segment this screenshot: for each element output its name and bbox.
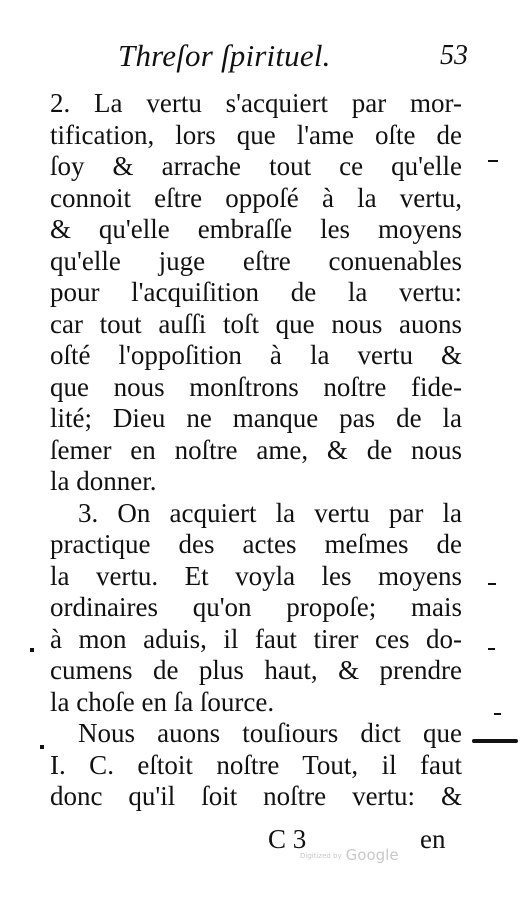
margin-ink-mark bbox=[472, 739, 518, 743]
text-line: ſoy & arrache tout ce qu'elle bbox=[50, 151, 462, 181]
watermark-brand: Google bbox=[345, 846, 399, 864]
text-line: donc qu'il ſoit noſtre vertu: & bbox=[50, 781, 462, 811]
text-line: à mon aduis, il faut tirer ces do- bbox=[50, 623, 462, 654]
margin-ink-mark bbox=[488, 648, 495, 650]
page-header bbox=[118, 38, 478, 78]
body-text bbox=[50, 88, 462, 813]
running-title: Threſor ſpirituel. bbox=[118, 38, 331, 73]
page-number: 53 bbox=[440, 40, 468, 71]
digitization-watermark bbox=[300, 846, 399, 864]
text-line: Nous auons touſiours dict que bbox=[78, 718, 462, 748]
text-line: que nous monſtrons noſtre fide- bbox=[50, 371, 462, 402]
text-line: 2. La vertu s'acquiert par mor- bbox=[50, 88, 462, 118]
text-line: lité; Dieu ne manque pas de la bbox=[50, 403, 462, 433]
text-line: la donner. bbox=[50, 466, 157, 496]
text-line: oſté l'oppoſition à la vertu & bbox=[50, 340, 462, 370]
margin-ink-mark bbox=[30, 648, 34, 652]
margin-ink-mark bbox=[40, 745, 44, 749]
text-line: tification, lors que l'ame oſte de bbox=[50, 119, 462, 150]
text-line: la choſe en ſa ſource. bbox=[50, 686, 275, 717]
watermark-prefix: Digitized by bbox=[300, 851, 342, 860]
text-line: ordinaires qu'on propoſe; mais bbox=[50, 592, 462, 622]
catchword: en bbox=[420, 824, 446, 854]
text-line: cumens de plus haut, & prendre bbox=[50, 655, 462, 685]
text-line: I. C. eſtoit noſtre Tout, il faut bbox=[50, 749, 462, 780]
margin-ink-mark bbox=[488, 583, 496, 585]
text-line: car tout auſſi toſt que nous auons bbox=[50, 308, 462, 339]
text-line: connoit eſtre oppoſé à la vertu, bbox=[50, 182, 462, 213]
text-line: 3. On acquiert la vertu par la bbox=[78, 497, 462, 528]
text-line: ſemer en noſtre ame, & de nous bbox=[50, 434, 462, 465]
text-line: la vertu. Et voyla les moyens bbox=[50, 560, 462, 591]
signature-mark: C 3 bbox=[268, 824, 307, 854]
text-line: qu'elle juge eſtre conuenables bbox=[50, 245, 462, 276]
text-line: practique des actes meſmes de bbox=[50, 529, 462, 559]
text-line: pour l'acquiſition de la vertu: bbox=[50, 277, 462, 307]
text-line: & qu'elle embraſſe les moyens bbox=[50, 214, 462, 244]
page-footer bbox=[0, 824, 530, 864]
margin-ink-mark bbox=[488, 160, 498, 162]
margin-ink-mark bbox=[494, 713, 501, 715]
